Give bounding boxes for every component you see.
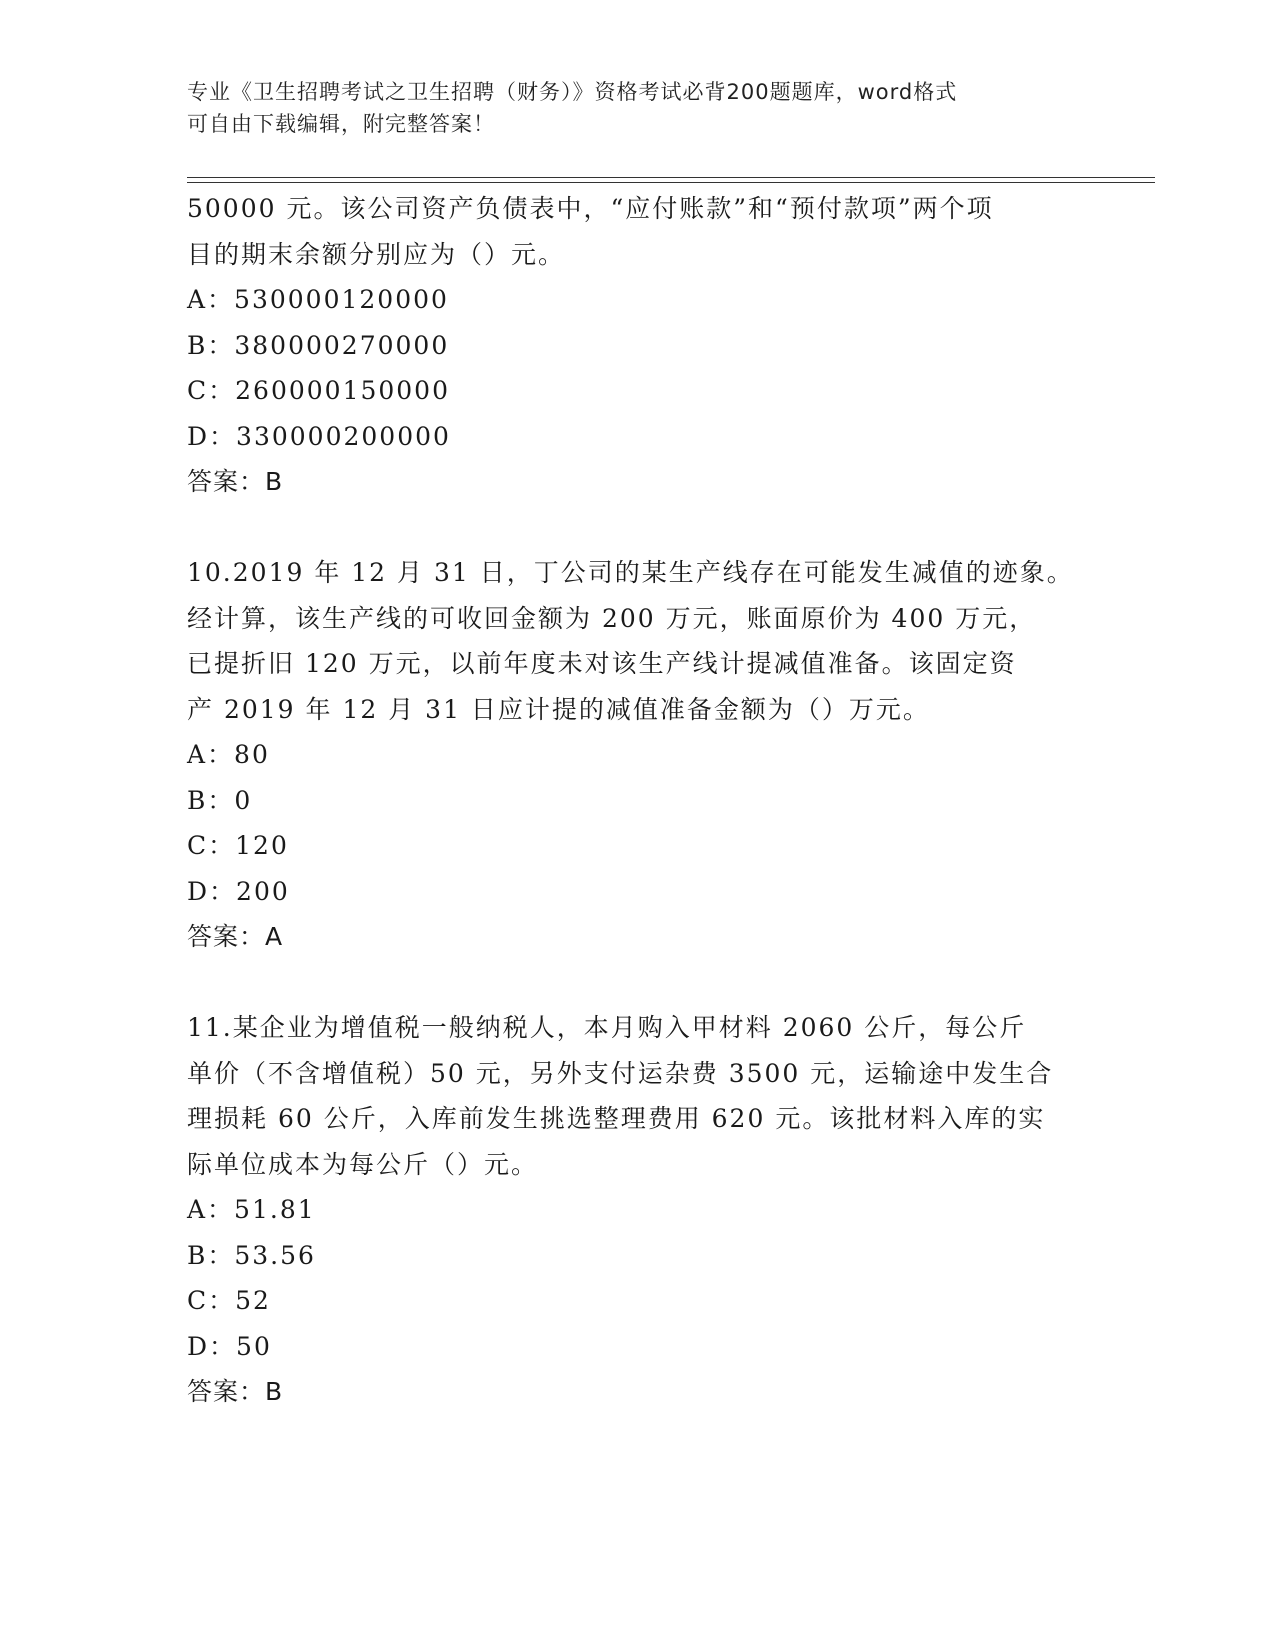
document-header	[187, 76, 1087, 140]
question-stem-line: 11.某企业为增值税一般纳税人，本月购入甲材料 2060 公斤，每公斤	[187, 1013, 1027, 1042]
option-b: B：380000270000	[187, 330, 450, 360]
option-d: D：330000200000	[187, 421, 451, 451]
header-divider-bottom	[187, 182, 1155, 183]
spacer	[187, 960, 1087, 1006]
answer-line: 答案：B	[187, 1377, 284, 1406]
question-stem-line: 目的期末余额分别应为（）元。	[187, 239, 566, 269]
question-stem-line: 50000 元。该公司资产负债表中，“应付账款”和“预付款项”两个项	[187, 194, 994, 223]
option-a: A：530000120000	[187, 285, 449, 314]
option-c: C：52	[187, 1286, 271, 1315]
question-stem-line: 10.2019 年 12 月 31 日，丁公司的某生产线存在可能发生减值的迹象。	[187, 558, 1074, 587]
header-title-line-2: 可自由下载编辑，附完整答案！	[187, 112, 495, 136]
question-stem-line: 经计算，该生产线的可收回金额为 200 万元，账面原价为 400 万元，	[187, 603, 1037, 633]
question-11	[187, 1005, 1087, 1415]
option-c: C：260000150000	[187, 376, 450, 405]
question-10	[187, 550, 1087, 960]
answer-line: 答案：A	[187, 922, 284, 951]
header-divider-top	[187, 177, 1155, 178]
question-stem-line: 产 2019 年 12 月 31 日应计提的减值准备金额为（）万元。	[187, 694, 930, 724]
option-a: A：80	[187, 740, 270, 769]
question-list	[187, 186, 1087, 1415]
question-stem-line: 已提折旧 120 万元，以前年度未对该生产线计提减值准备。该固定资	[187, 649, 1017, 678]
answer-line: 答案：B	[187, 467, 284, 496]
question-9	[187, 186, 1087, 505]
question-stem-line: 际单位成本为每公斤（）元。	[187, 1149, 539, 1179]
option-a: A：51.81	[187, 1195, 316, 1224]
option-c: C：120	[187, 831, 289, 860]
option-d: D：200	[187, 876, 290, 906]
question-stem-line: 单价（不含增值税）50 元，另外支付运杂费 3500 元，运输途中发生合	[187, 1058, 1054, 1088]
option-d: D：50	[187, 1331, 272, 1361]
option-b: B：53.56	[187, 1240, 316, 1270]
question-stem-line: 理损耗 60 公斤，入库前发生挑选整理费用 620 元。该批材料入库的实	[187, 1104, 1046, 1133]
header-title-line-1: 专业《卫生招聘考试之卫生招聘（财务）》资格考试必背200题题库，word格式	[187, 80, 958, 104]
spacer	[187, 505, 1087, 551]
option-b: B：0	[187, 785, 253, 815]
